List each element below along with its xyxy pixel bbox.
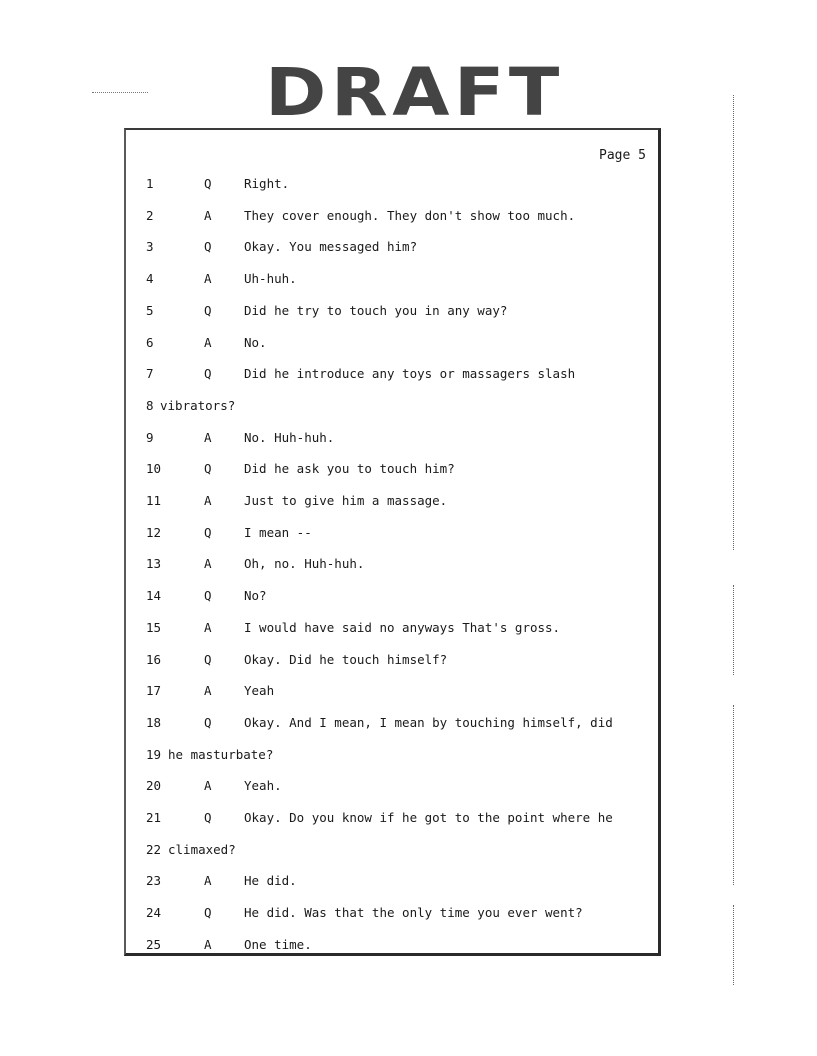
line-text: Did he ask you to touch him? — [244, 461, 455, 477]
line-number: 16 — [146, 651, 162, 667]
line-text: Right. — [244, 176, 290, 191]
transcript-line — [126, 175, 646, 193]
speaker-label: Q — [204, 651, 212, 667]
line-number: 11 — [146, 493, 162, 508]
transcript-line — [126, 936, 646, 954]
line-number: 2 — [146, 207, 154, 223]
speaker-label: A — [204, 271, 212, 287]
transcript-line — [126, 682, 646, 700]
line-text: No? — [244, 588, 267, 604]
transcript-line — [126, 587, 646, 605]
transcript-line — [126, 619, 646, 637]
line-text: One time. — [244, 936, 312, 952]
draft-stamp: DRAFT — [265, 54, 564, 131]
speaker-label: Q — [204, 588, 212, 604]
line-text: They cover enough. They don't show too much. — [244, 207, 576, 223]
line-number: 19 — [146, 746, 162, 762]
line-number: 18 — [146, 714, 162, 730]
line-number: 15 — [146, 619, 162, 635]
line-text: I would have said no anyways That's gross. — [244, 619, 561, 635]
line-text-continuation: he masturbate? — [168, 746, 274, 762]
transcript-line — [126, 492, 646, 510]
speaker-label: A — [204, 619, 212, 635]
scan-artifact — [92, 92, 148, 94]
transcript-line — [126, 904, 646, 922]
transcript-line — [126, 555, 646, 573]
transcript-line — [126, 872, 646, 890]
transcript-line — [126, 777, 646, 795]
transcript-frame — [124, 128, 661, 956]
line-text: Okay. Do you know if he got to the point where he — [244, 810, 613, 825]
line-text: Just to give him a massage. — [244, 493, 448, 508]
speaker-label: A — [204, 207, 212, 223]
transcript-line — [126, 524, 646, 542]
margin-rule — [733, 585, 735, 675]
speaker-label: Q — [204, 176, 212, 191]
transcript-line — [126, 365, 646, 383]
speaker-label: Q — [204, 302, 212, 318]
speaker-label: A — [204, 778, 212, 794]
transcript-line — [126, 238, 646, 256]
line-text-continuation: vibrators? — [160, 397, 236, 413]
transcript-line — [126, 207, 646, 225]
transcript-line — [126, 714, 646, 732]
margin-rule — [733, 95, 735, 550]
speaker-label: A — [204, 429, 212, 445]
transcript-line — [126, 334, 646, 352]
line-number: 4 — [146, 271, 154, 287]
line-number: 7 — [146, 366, 154, 382]
line-text: Did he introduce any toys or massagers slash — [244, 366, 576, 382]
line-text: He did. — [244, 873, 297, 889]
speaker-label: Q — [204, 366, 212, 382]
speaker-label: Q — [204, 905, 212, 921]
speaker-label: Q — [204, 461, 212, 477]
speaker-label: Q — [204, 810, 212, 825]
page-number: Page 5 — [599, 148, 646, 163]
line-number: 10 — [146, 461, 162, 477]
line-text-continuation: climaxed? — [168, 841, 236, 857]
line-number: 1 — [146, 176, 154, 191]
transcript-line — [126, 841, 646, 859]
speaker-label: A — [204, 683, 212, 699]
margin-rule — [733, 705, 735, 885]
line-number: 24 — [146, 905, 162, 921]
speaker-label: A — [204, 493, 212, 508]
speaker-label: Q — [204, 714, 212, 730]
line-text: Okay. And I mean, I mean by touching himself, did — [244, 714, 613, 730]
line-text: Okay. You messaged him? — [244, 239, 418, 255]
transcript-line — [126, 302, 646, 320]
line-number: 17 — [146, 683, 162, 699]
line-number: 6 — [146, 334, 154, 350]
line-number: 12 — [146, 524, 162, 540]
transcript-line — [126, 429, 646, 447]
line-text: No. — [244, 334, 267, 350]
line-text: I mean -- — [244, 524, 312, 540]
line-number: 25 — [146, 936, 162, 952]
line-text: He did. Was that the only time you ever went? — [244, 905, 583, 921]
speaker-label: Q — [204, 524, 212, 540]
speaker-label: A — [204, 873, 212, 889]
speaker-label: Q — [204, 239, 212, 255]
speaker-label: A — [204, 556, 212, 572]
transcript-line — [126, 397, 646, 415]
line-number: 22 — [146, 841, 162, 857]
line-number: 21 — [146, 810, 162, 825]
line-text: Yeah. — [244, 778, 282, 794]
transcript-line — [126, 746, 646, 764]
line-text: No. Huh-huh. — [244, 429, 335, 445]
line-text: Did he try to touch you in any way? — [244, 302, 508, 318]
speaker-label: A — [204, 936, 212, 952]
transcript-line — [126, 651, 646, 669]
margin-rule — [733, 905, 735, 985]
line-number: 20 — [146, 778, 162, 794]
line-number: 8 — [146, 397, 154, 413]
line-number: 5 — [146, 302, 154, 318]
line-number: 13 — [146, 556, 162, 572]
line-text: Oh, no. Huh-huh. — [244, 556, 365, 572]
transcript-line — [126, 460, 646, 478]
speaker-label: A — [204, 334, 212, 350]
line-number: 9 — [146, 429, 154, 445]
transcript-line — [126, 270, 646, 288]
line-number: 14 — [146, 588, 162, 604]
transcript-line — [126, 809, 646, 827]
line-text: Yeah — [244, 683, 275, 699]
line-number: 3 — [146, 239, 154, 255]
line-number: 23 — [146, 873, 162, 889]
line-text: Okay. Did he touch himself? — [244, 651, 448, 667]
line-text: Uh-huh. — [244, 271, 297, 287]
